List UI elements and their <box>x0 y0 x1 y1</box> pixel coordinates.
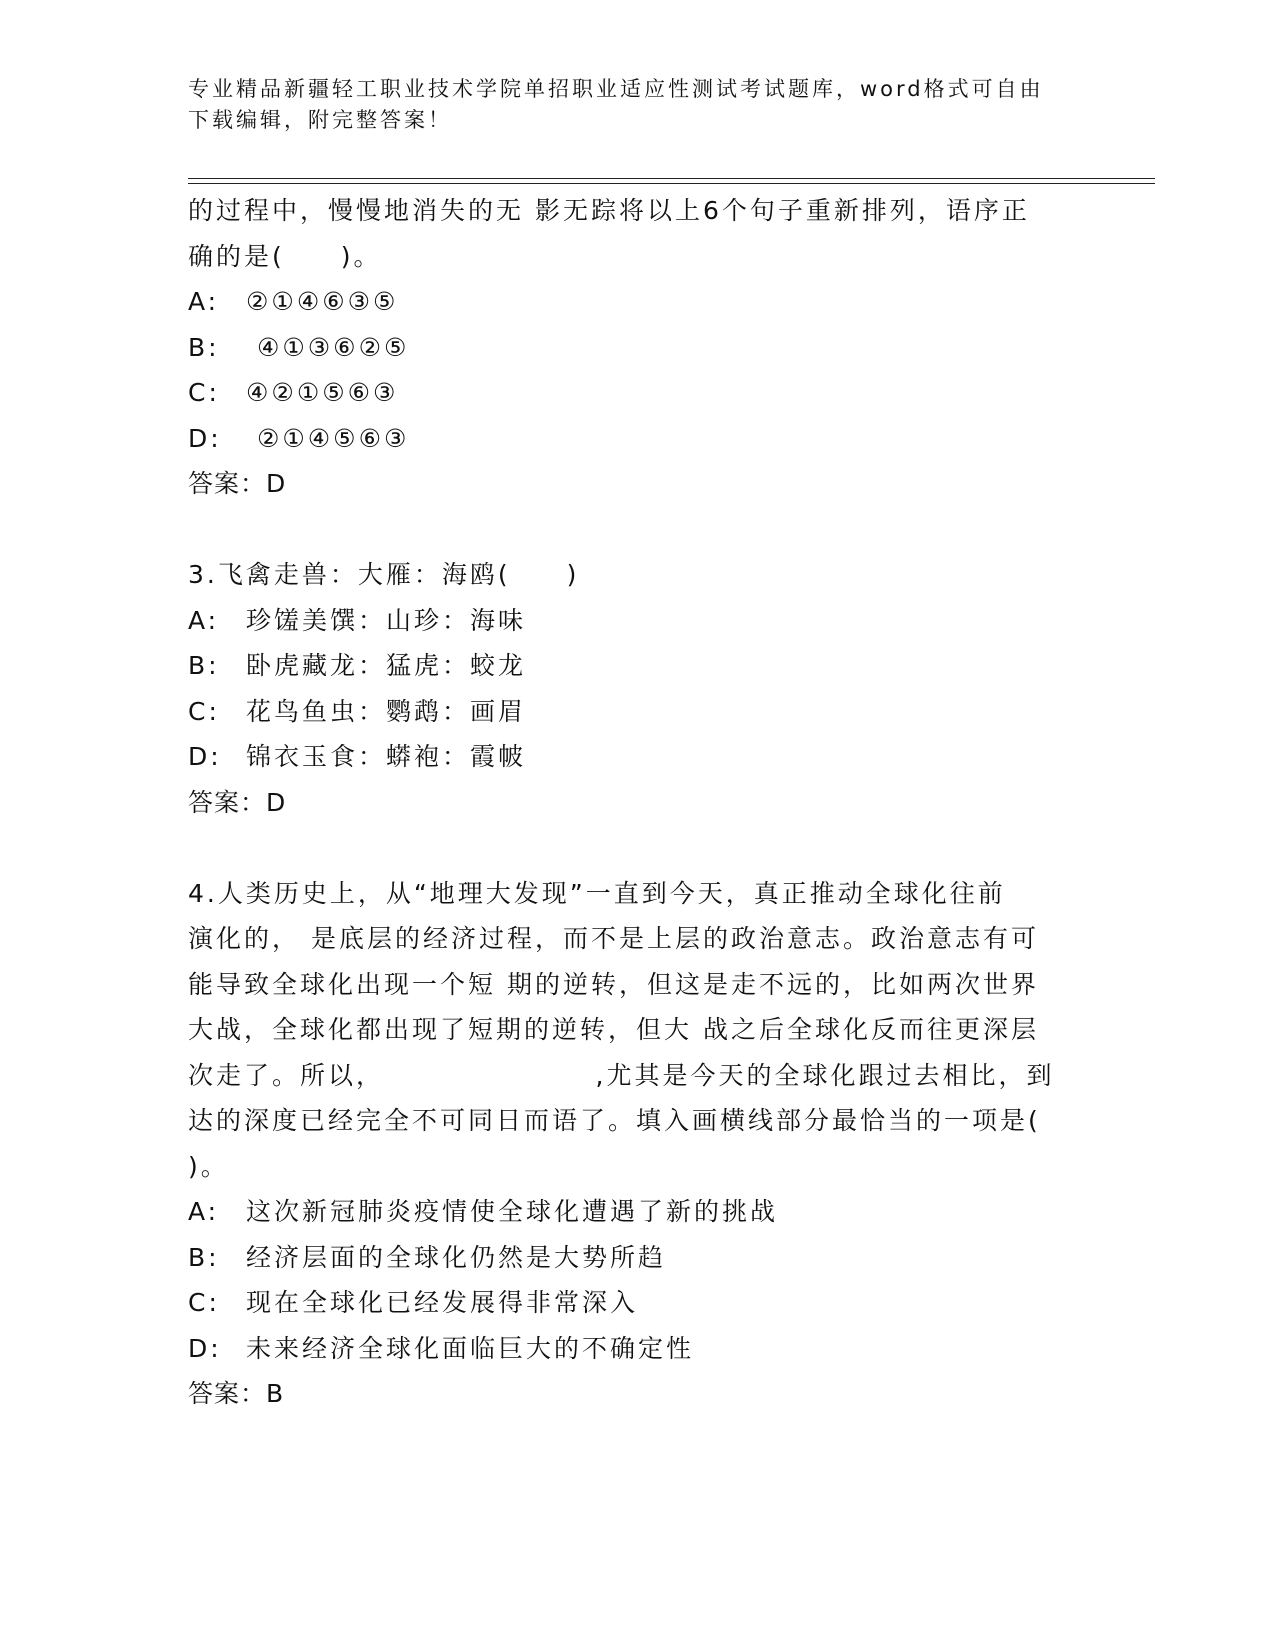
option-key: D: <box>188 423 222 453</box>
question-2-answer: 答案：D <box>188 469 287 498</box>
question-4 <box>188 871 1088 1417</box>
question-2-option-a <box>188 279 1088 325</box>
question-4-stem-line-2: 演化的， 是底层的经济过程，而不是上层的政治意志。政治意志有可 <box>188 924 1039 953</box>
question-2-option-d <box>188 416 1088 462</box>
option-text: 这次新冠肺炎疫情使全球化遭遇了新的挑战 <box>246 1197 779 1226</box>
option-key: A: <box>188 1197 220 1226</box>
option-key: B: <box>188 651 220 680</box>
question-3-option-a <box>188 598 1088 644</box>
question-4-stem-line-1: 4.人类历史上，从“地理大发现”一直到今天，真正推动全球化往前 <box>188 878 1006 908</box>
document-header <box>188 74 1068 136</box>
question-4-option-c <box>188 1280 1088 1326</box>
question-3-stem: 3.飞禽走兽：大雁：海鸥( ) <box>188 560 580 589</box>
question-4-option-a <box>188 1189 1088 1235</box>
option-key: D: <box>188 1333 222 1363</box>
question-4-option-d <box>188 1326 1088 1372</box>
option-key: B: <box>188 1242 220 1272</box>
question-2-option-c <box>188 370 1088 416</box>
question-content <box>188 188 1088 1417</box>
option-text: 未来经济全球化面临巨大的不确定性 <box>246 1333 695 1363</box>
header-divider-top <box>188 178 1155 179</box>
option-text: 花鸟鱼虫：鹦鹉：画眉 <box>246 696 527 726</box>
spacer <box>188 507 1088 553</box>
question-4-stem-line-7: )。 <box>188 1151 229 1181</box>
option-key: C: <box>188 378 220 407</box>
question-4-option-b <box>188 1235 1088 1281</box>
option-key: C: <box>188 696 220 726</box>
option-text: 卧虎藏龙：猛虎：蛟龙 <box>246 651 527 680</box>
question-2 <box>188 188 1088 507</box>
question-2-option-b <box>188 325 1088 371</box>
spacer <box>188 825 1088 871</box>
option-text: ④①③⑥②⑤ <box>246 332 410 362</box>
question-4-stem-line-3: 能导致全球化出现一个短 期的逆转，但这是走不远的，比如两次世界 <box>188 969 1039 999</box>
question-4-stem-line-6: 达的深度已经完全不可同日而语了。填入画横线部分最恰当的一项是( <box>188 1106 1041 1135</box>
question-3-option-b <box>188 643 1088 689</box>
option-text: 现在全球化已经发展得非常深入 <box>246 1288 639 1317</box>
question-3-answer: 答案：D <box>188 787 287 817</box>
question-2-stem-line-2: 确的是( )。 <box>188 241 382 271</box>
option-text: ②①④⑥③⑤ <box>246 287 399 316</box>
option-text: 锦衣玉食：蟒袍：霞帔 <box>246 742 527 771</box>
question-3-option-d <box>188 734 1088 780</box>
header-line-2: 下载编辑，附完整答案！ <box>188 108 452 132</box>
option-key: B: <box>188 332 220 362</box>
option-text: 经济层面的全球化仍然是大势所趋 <box>246 1242 667 1272</box>
option-text: 珍馐美馔：山珍：海味 <box>246 605 527 635</box>
option-key: A: <box>188 287 220 316</box>
option-key: A: <box>188 605 220 635</box>
question-4-stem-line-4: 大战，全球化都出现了短期的逆转，但大 战之后全球化反而往更深层 <box>188 1015 1039 1044</box>
question-3-option-c <box>188 689 1088 735</box>
question-4-stem-line-5: 次走了。所以， ,尤其是今天的全球化跟过去相比，到 <box>188 1060 1055 1090</box>
option-key: C: <box>188 1288 220 1317</box>
question-2-stem-line-1: 的过程中，慢慢地消失的无 影无踪将以上6个句子重新排列，语序正 <box>188 196 1030 225</box>
question-4-answer: 答案：B <box>188 1379 285 1408</box>
header-divider-bottom <box>188 183 1155 184</box>
option-text: ②①④⑤⑥③ <box>246 423 410 453</box>
header-line-1: 专业精品新疆轻工职业技术学院单招职业适应性测试考试题库，word格式可自由 <box>188 77 1044 101</box>
option-text: ④②①⑤⑥③ <box>246 378 399 407</box>
question-3 <box>188 552 1088 825</box>
option-key: D: <box>188 742 222 771</box>
